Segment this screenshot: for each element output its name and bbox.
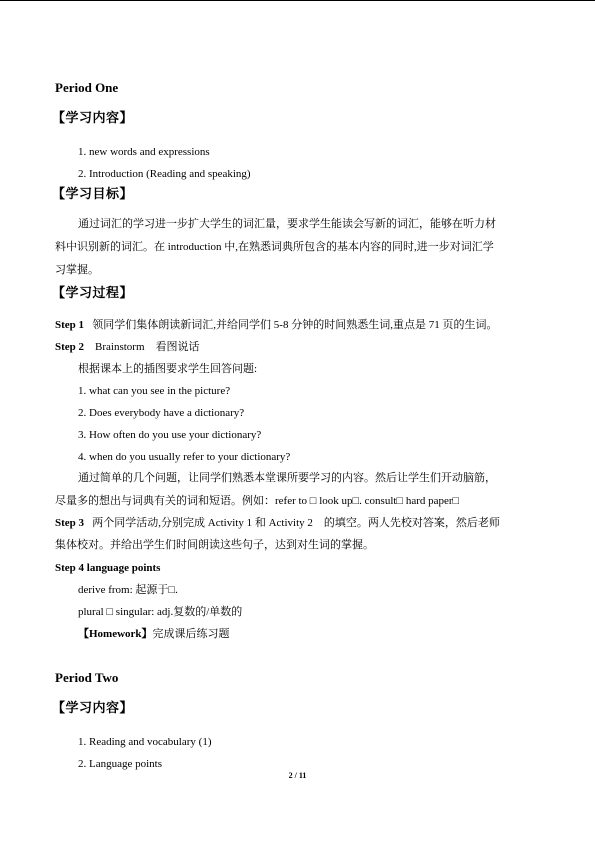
period-two-content-heading: 【学习内容】 [52, 701, 134, 716]
step-3 [55, 516, 500, 530]
step-2-question-1: 1. what can you see in the picture? [78, 385, 231, 397]
step-2-summary-2: 尽量多的想出与词典有关的词和短语。例如：refer to □ look up□. consult□ hard paper□ [55, 495, 460, 507]
step-2-question-2: 2. Does everybody have a dictionary? [78, 407, 245, 419]
step-3-cont: 集体校对。并给出学生们时间朗读这些句子，达到对生词的掌握。 [55, 539, 374, 551]
step-4-item-1: derive from: 起源于□. [78, 584, 178, 596]
step-2-question-4: 4. when do you usually refer to your dictionary? [78, 451, 291, 463]
period-one-goal-heading: 【学习目标】 [52, 187, 134, 202]
step-4-item-2: plural □ singular: adj.复数的/单数的 [78, 606, 243, 618]
goal-line-2: 料中识别新的词汇。在 introduction 中,在熟悉词典所包含的基本内容的同时,进一步对词汇学 [55, 241, 494, 253]
homework-text: 完成课后练习题 [152, 628, 230, 640]
step-3-text: 两个同学活动,分别完成 Activity 1 和 Activity 2 的填空。两人先校对答案，然后老师 [92, 517, 500, 529]
period-two-content-item-1: 1. Reading and vocabulary (1) [78, 736, 212, 748]
homework [78, 627, 230, 641]
period-one-content-heading: 【学习内容】 [52, 111, 134, 126]
step-1 [55, 318, 497, 332]
period-two-title: Period Two [55, 670, 119, 685]
step-1-label: Step 1 [55, 319, 85, 331]
goal-line-1: 通过词汇的学习进一步扩大学生的词汇量，要求学生能读会写新的词汇，能够在听力材 [78, 218, 496, 230]
page-top-rule [0, 0, 595, 1]
step-1-text: 领同学们集体朗读新词汇,并给同学们 5-8 分钟的时间熟悉生词,重点是 71 页的生词。 [92, 319, 498, 331]
period-one-title: Period One [55, 80, 119, 95]
step-2-text: Brainstorm 看图说话 [95, 341, 200, 353]
step-4-label: Step 4 language points [55, 562, 161, 574]
period-two-content-item-2: 2. Language points [78, 758, 163, 770]
step-3-label: Step 3 [55, 517, 85, 529]
period-one-content-item-1: 1. new words and expressions [78, 146, 210, 158]
step-2-question-3: 3. How often do you use your dictionary? [78, 429, 262, 441]
period-one-process-heading: 【学习过程】 [52, 286, 134, 301]
step-2-intro: 根据课本上的插图要求学生回答问题: [78, 363, 258, 375]
period-one-content-item-2: 2. Introduction (Reading and speaking) [78, 168, 251, 180]
step-2-summary-1: 通过简单的几个问题，让同学们熟悉本堂课所要学习的内容。然后让学生们开动脑筋， [78, 472, 496, 484]
page-number: 2 / 11 [288, 771, 307, 780]
homework-label: 【Homework】 [78, 628, 153, 640]
goal-line-3: 习掌握。 [55, 264, 99, 276]
step-2 [55, 340, 200, 354]
step-2-label: Step 2 [55, 341, 85, 353]
